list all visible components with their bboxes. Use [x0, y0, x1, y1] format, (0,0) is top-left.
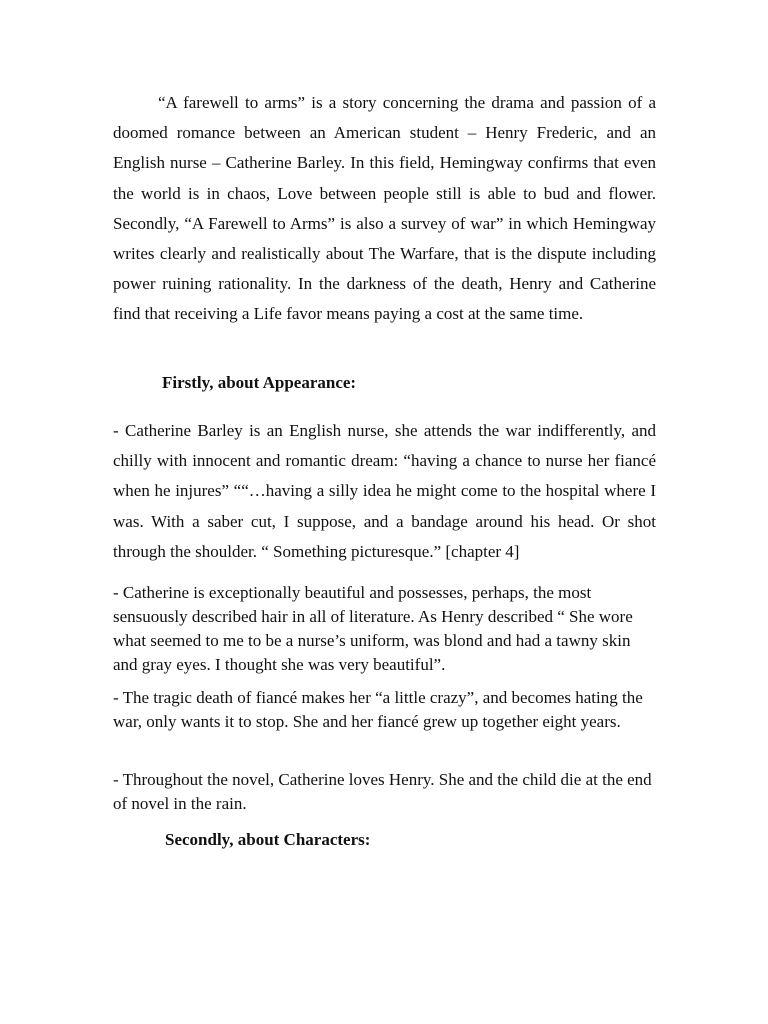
intro-paragraph: “A farewell to arms” is a story concerning the drama and passion of a doomed romance between an American student – Henry Frederic, and an English nurse – Catherine Barley. In this field, Hemingway confirms that even the world is in chaos, Love between people still is able to bud and flower. Secondly, “A Farewell to Arms” is also a survey of war” in which Hemingway writes clearly and realistically about The Warfare, that is the dispute including power ruining rationality. In the darkness of the death, Henry and Catherine find that receiving a Life favor means paying a cost at the same time.	[113, 93, 656, 324]
bullet-paragraph-2: - Catherine is exceptionally beautiful and possesses, perhaps, the most sensuously described hair in all of literature. As Henry described “ She wore what seemed to me to be a nurse’s uniform, was blond and had a tawny skin and gray eyes. I thought she was very beautiful”.	[113, 583, 633, 674]
bullet-paragraph-1: - Catherine Barley is an English nurse, she attends the war indifferently, and chilly with innocent and romantic dream: “having a chance to nurse her fiancé when he injures” ““…having a silly idea he might come to the hospital where I was. With a saber cut, I suppose, and a bandage around his head. Or shot through the shoulder. “ Something picturesque.” [chapter 4]	[113, 421, 656, 561]
bullet-paragraph-3: - The tragic death of fiancé makes her “a little crazy”, and becomes hating the war, only wants it to stop. She and her fiancé grew up together eight years.	[113, 688, 643, 731]
heading-appearance: Firstly, about Appearance:	[162, 373, 357, 392]
heading-characters: Secondly, about Characters:	[165, 830, 371, 849]
bullet-paragraph-4: - Throughout the novel, Catherine loves Henry. She and the child die at the end of novel in the rain.	[113, 770, 652, 813]
